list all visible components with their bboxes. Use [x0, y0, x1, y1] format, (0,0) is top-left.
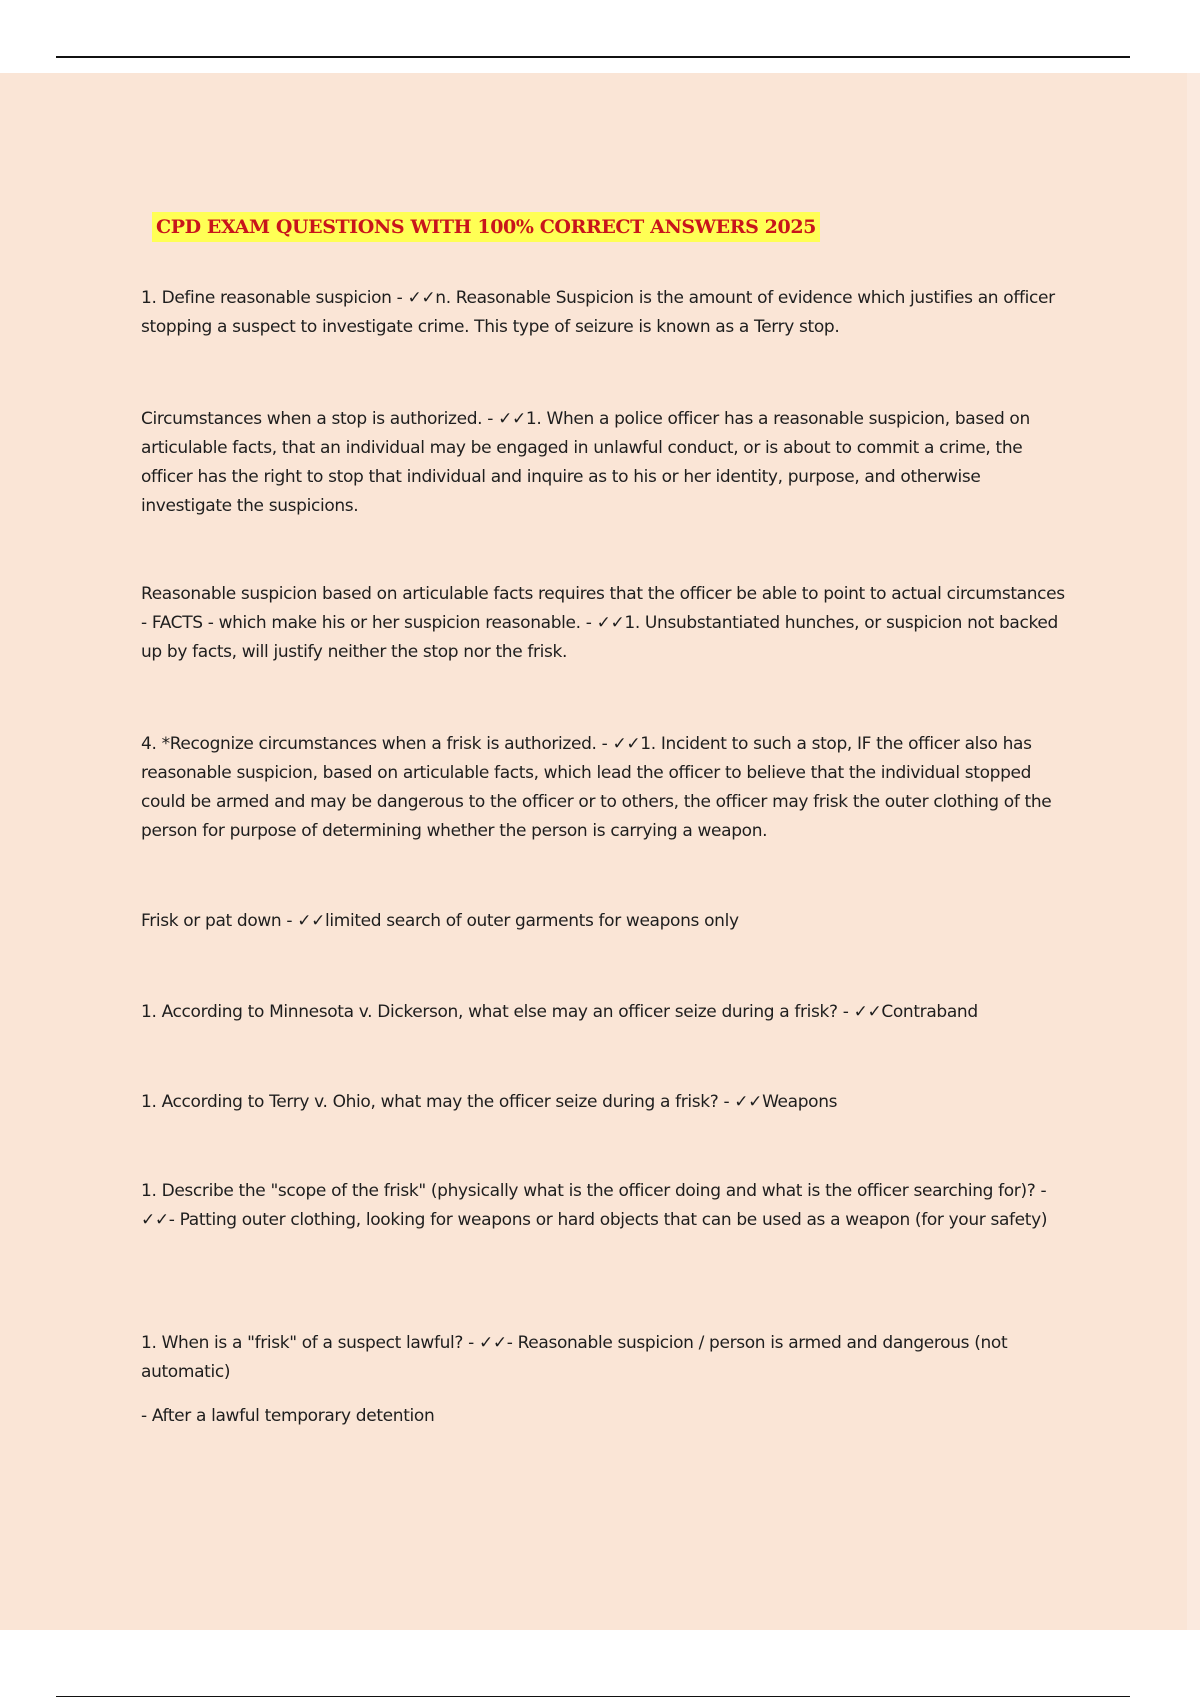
entry-lawful-detention	[141, 1402, 1071, 1431]
document-title: CPD EXAM QUESTIONS WITH 100% CORRECT ANSWERS 2025	[152, 212, 820, 242]
entry-frisk-or-pat-down	[141, 907, 1071, 936]
entry-frisk-authorized	[141, 730, 1071, 846]
entry-text: 1. When is a "frisk" of a suspect lawful? - ✓✓- Reasonable suspicion / person is armed and dangerous (not automatic)	[141, 1333, 1008, 1382]
entry-define-reasonable-suspicion	[141, 284, 1071, 342]
entry-scope-of-frisk	[141, 1177, 1071, 1235]
entry-text: 1. According to Terry v. Ohio, what may the officer seize during a frisk? - ✓✓Weapons	[141, 1092, 838, 1112]
entry-terry-v-ohio	[141, 1088, 1071, 1117]
entry-stop-authorized	[141, 405, 1071, 521]
entry-text: Reasonable suspicion based on articulable facts requires that the officer be able to point to actual circumstances - FACTS - which make his or her suspicion reasonable. - ✓✓1. Unsubstantiated hunches, or suspicion not backed up by facts, will justify neither the stop nor the frisk.	[141, 584, 1065, 662]
page-edge	[1187, 73, 1200, 1630]
entry-text: 1. According to Minnesota v. Dickerson, what else may an officer seize during a frisk? - ✓✓Contraband	[141, 1002, 978, 1022]
entry-articulable-facts	[141, 580, 1071, 667]
entry-minnesota-v-dickerson	[141, 998, 1071, 1027]
entry-text: 1. Define reasonable suspicion - ✓✓n. Reasonable Suspicion is the amount of evidence which justifies an officer stopping a suspect to investigate crime. This type of seizure is known as a Terry stop.	[141, 288, 1055, 337]
entry-text: - After a lawful temporary detention	[141, 1406, 435, 1426]
top-rule	[56, 56, 1130, 58]
entry-text: Frisk or pat down - ✓✓limited search of outer garments for weapons only	[141, 911, 739, 931]
entry-text: Circumstances when a stop is authorized. - ✓✓1. When a police officer has a reasonable suspicion, based on articulable facts, that an individual may be engaged in unlawful conduct, or is about to commit a crime, the officer has the right to stop that individual and inquire as to his or her identity, purpose, and otherwise investigate the suspicions.	[141, 409, 1030, 516]
entry-frisk-lawful	[141, 1329, 1071, 1387]
bottom-rule	[56, 1696, 1130, 1697]
entry-text: 1. Describe the "scope of the frisk" (physically what is the officer doing and what is the officer searching for)? - ✓✓- Patting outer clothing, looking for weapons or hard objects that can be used as a weapon (for your safety)	[141, 1181, 1048, 1230]
entry-text: 4. *Recognize circumstances when a frisk is authorized. - ✓✓1. Incident to such a stop, IF the officer also has reasonable suspicion, based on articulable facts, which lead the officer to believe that the individual stopped could be armed and may be dangerous to the officer or to others, the officer may frisk the outer clothing of the person for purpose of determining whether the person is carrying a weapon.	[141, 734, 1052, 841]
